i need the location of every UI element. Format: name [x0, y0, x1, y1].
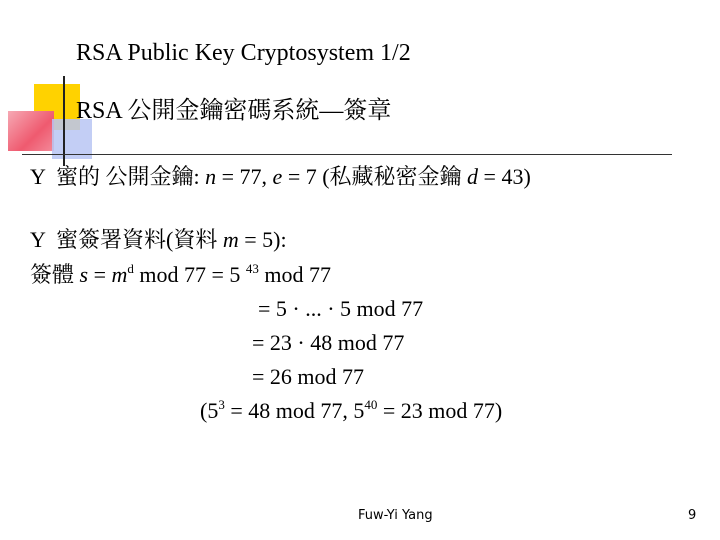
- slide-subtitle: RSA 公開金鑰密碼系統—簽章: [76, 98, 392, 124]
- d-value: = 43): [478, 164, 531, 189]
- public-key-prefix: 蜜的 公開金鑰:: [56, 164, 206, 189]
- mod-tail: mod 77: [258, 262, 332, 287]
- var-e: e: [272, 164, 283, 189]
- derivation-step-1: = 5 · ... · 5 mod 77: [258, 296, 424, 321]
- derivation-note: [200, 398, 502, 424]
- exponent-3: 3: [218, 397, 225, 412]
- exponent-d: d: [127, 261, 134, 276]
- page-number: 9: [688, 508, 697, 523]
- derivation-step-3: = 26 mod 77: [252, 364, 365, 389]
- var-n: n: [205, 164, 217, 189]
- m-value: = 5):: [238, 227, 287, 252]
- equals-sign: =: [88, 262, 112, 287]
- footer-author: Fuw-Yi Yang: [358, 508, 433, 523]
- public-key-line: [30, 164, 531, 190]
- exponent-40: 40: [364, 397, 378, 412]
- signature-equation: [30, 262, 331, 288]
- derivation-step-2: = 23 · 48 mod 77: [252, 330, 405, 355]
- mod-expression: mod 77 = 5: [133, 262, 246, 287]
- slide-title: RSA Public Key Cryptosystem 1/2: [76, 40, 411, 66]
- bullet-icon: Y: [30, 164, 46, 189]
- n-value: = 77,: [216, 164, 273, 189]
- bullet-icon: Y: [30, 227, 46, 252]
- sign-data-prefix: 蜜簽署資料(資料: [56, 227, 223, 252]
- var-m: m: [111, 262, 128, 287]
- exponent-43: 43: [245, 261, 259, 276]
- note-open: (5: [200, 398, 219, 423]
- signature-prefix: 簽體: [30, 262, 80, 287]
- var-s: s: [79, 262, 89, 287]
- decor-vertical-line: [63, 76, 65, 166]
- var-m: m: [222, 227, 239, 252]
- note-tail: = 23 mod 77): [377, 398, 503, 423]
- decor-blue-square: [52, 119, 92, 159]
- sign-data-line: [30, 227, 287, 253]
- note-mid: = 48 mod 77, 5: [224, 398, 365, 423]
- decor-pink-square: [8, 111, 54, 151]
- e-value: = 7 (私藏秘密金鑰: [282, 164, 468, 189]
- var-d: d: [467, 164, 479, 189]
- title-divider: [22, 154, 672, 155]
